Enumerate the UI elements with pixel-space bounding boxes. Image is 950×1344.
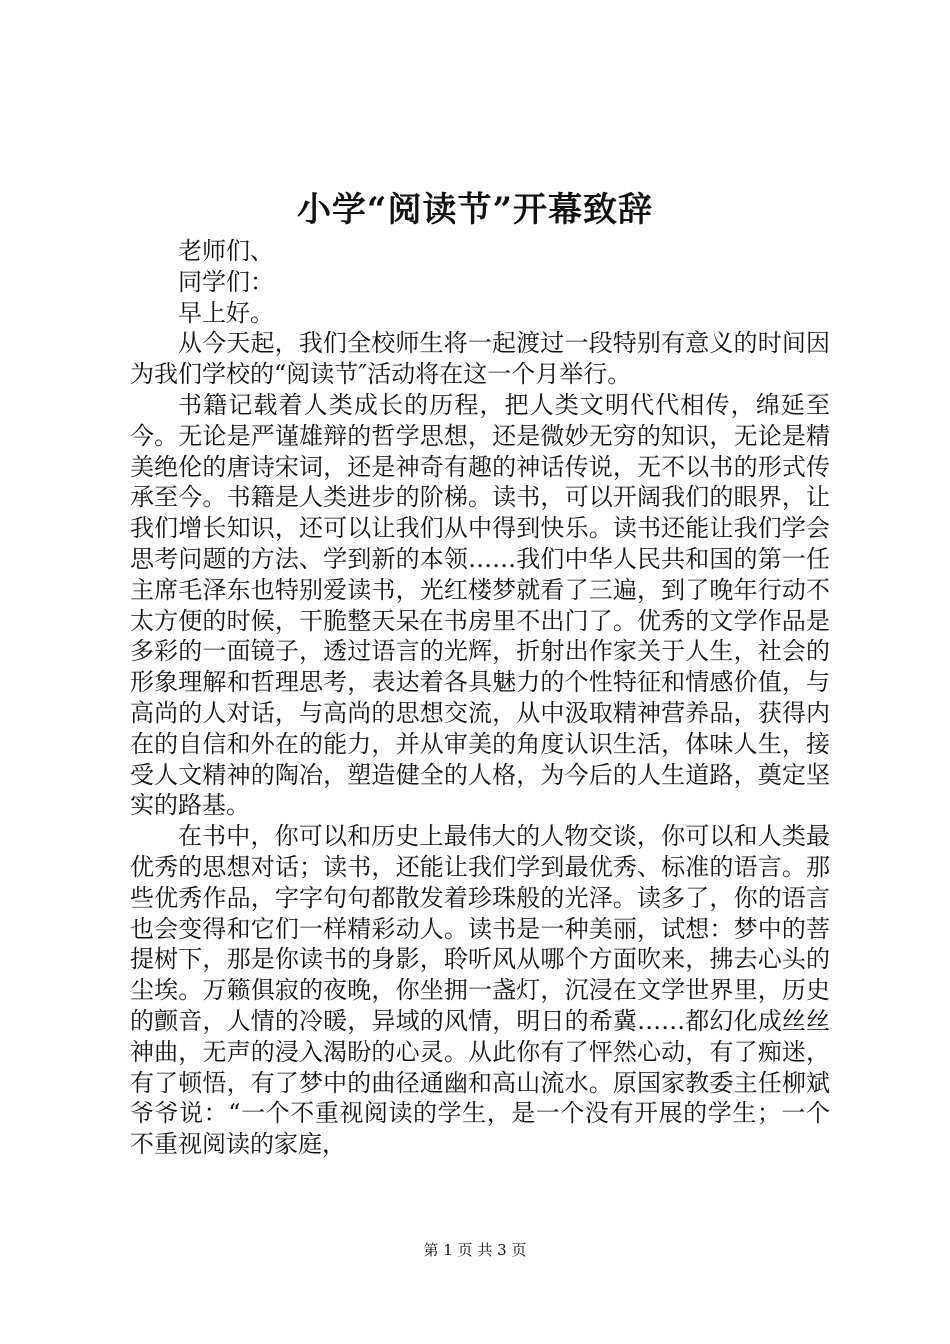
greeting: 早上好。 [178, 298, 274, 327]
salutation-teachers: 老师们、 [178, 237, 274, 265]
paragraph: 书籍记载着人类成长的历程，把人类文明代代相传，绵延至今。无论是严谨雄辩的哲学思想，还是微妙无穷的知识，无论是精美绝伦的唐诗宋词，还是神奇有趣的神话传说，无不以书的形式传承至今。书籍是人类进步的阶梯。读书，可以开阔我们的眼界，让我们增长知识，还可以让我们从中得到快乐。读书还能让我们学会思考问题的方法、学到新的本领……我们中华人民共和国的第一任主席毛泽东也特别爱读书，光红楼梦就看了三遍，到了晚年行动不太方便的时候，干脆整天呆在书房里不出门了。优秀的文学作品是多彩的一面镜子，透过语言的光辉，折射出作家关于人生，社会的形象理解和哲理思考，表达着各具魅力的个性特征和情感价值，与高尚的人对话，与高尚的思想交流，从中汲取精神营养品，获得内在的自信和外在的能力，并从审美的角度认识生活，体味人生，接受人文精神的陶冶，塑造健全的人格，为今后的人生道路，奠定坚实的路基。 [130, 390, 830, 820]
document-body [130, 236, 830, 1160]
page-footer: 第 1 页 共 3 页 [423, 1241, 527, 1259]
salutation-students: 同学们： [178, 267, 274, 296]
document-title: 小学“阅读节”开幕致辞 [296, 190, 654, 230]
paragraph: 在书中，你可以和历史上最伟大的人物交谈，你可以和人类最优秀的思想对话；读书，还能让我们学到最优秀、标准的语言。那些优秀作品，字字句句都散发着珍珠般的光泽。读多了，你的语言也会变得和它们一样精彩动人。读书是一种美丽，试想：梦中的菩提树下，那是你读书的身影，聆听风从哪个方面吹来，拂去心头的尘埃。万籁俱寂的夜晚，你坐拥一盏灯，沉浸在文学世界里，历史的颤音，人情的冷暖，异域的风情，明日的希冀……都幻化成丝丝神曲，无声的浸入渴盼的心灵。从此你有了怦然心动，有了痴迷，有了顿悟，有了梦中的曲径通幽和高山流水。原国家教委主任柳斌爷爷说：“一个不重视阅读的学生，是一个没有开展的学生；一个不重视阅读的家庭， [130, 822, 830, 1159]
paragraph: 从今天起，我们全校师生将一起渡过一段特别有意义的时间因为我们学校的“阅读节″活动将在这一个月举行。 [130, 329, 830, 389]
